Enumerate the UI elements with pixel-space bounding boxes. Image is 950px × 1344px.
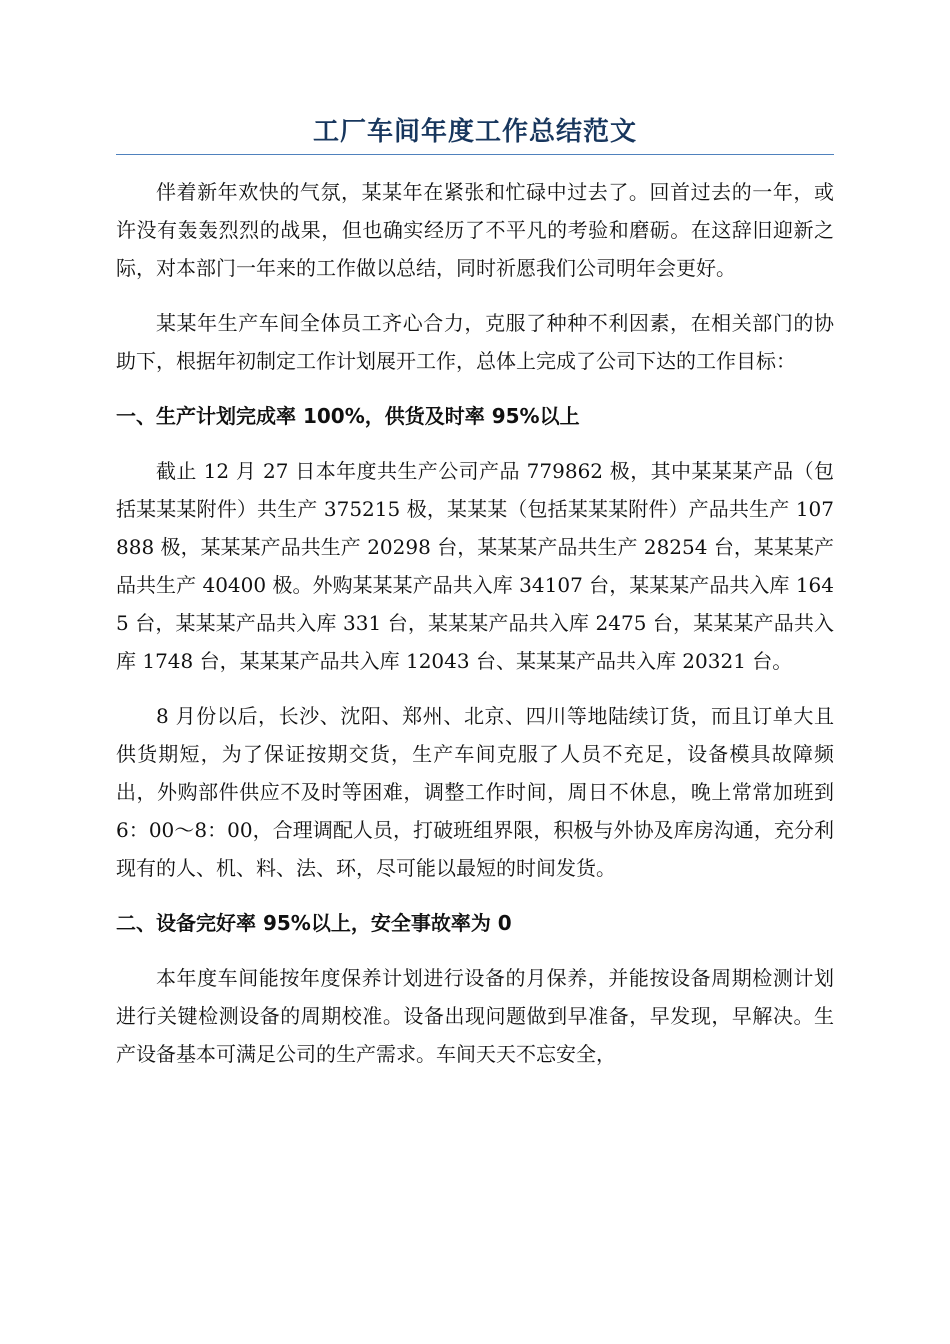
equipment-paragraph: 本年度车间能按年度保养计划进行设备的月保养，并能按设备周期检测计划进行关键检测设备的周期校准。设备出现问题做到早准备，早发现，早解决。生产设备基本可满足公司的生产需求。车间天天不忘安全， — [116, 966, 834, 1066]
production-stats-paragraph: 截止 12 月 27 日本年度共生产公司产品 779862 极，其中某某某产品（包括某某某附件）共生产 375215 极，某某某（包括某某某附件）产品共生产 107888 极，某某某产品共生产 20298 台，某某某产品共生产 28254 台，某某某产品共生产 40400 极。外购某某某产品共入库 34107 台，某某某产品共入库 1645 台，某某某产品共入库 331 台，某某某产品共入库 2475 台，某某某产品共入库 1748 台，某某某产品共入库 12043 台、某某某产品共入库 20321 台。 — [116, 459, 834, 673]
document-title: 工厂车间年度工作总结范文 — [116, 112, 834, 155]
section-heading-equipment: 二、设备完好率 95%以上，安全事故率为 0 — [116, 911, 512, 935]
document-body — [116, 112, 834, 1073]
delivery-paragraph: 8 月份以后，长沙、沈阳、郑州、北京、四川等地陆续订货，而且订单大且供货期短，为了保证按期交货，生产车间克服了人员不充足，设备模具故障频出，外购部件供应不及时等困难，调整工作时间，周日不休息，晚上常常加班到 6：00～8：00，合理调配人员，打破班组界限，积极与外协及库房沟通，充分利现有的人、机、料、法、环，尽可能以最短的时间发货。 — [116, 704, 834, 880]
goals-paragraph: 某某年生产车间全体员工齐心合力，克服了种种不利因素，在相关部门的协助下，根据年初制定工作计划展开工作，总体上完成了公司下达的工作目标： — [116, 311, 834, 373]
intro-paragraph: 伴着新年欢快的气氛，某某年在紧张和忙碌中过去了。回首过去的一年，或许没有轰轰烈烈的战果，但也确实经历了不平凡的考验和磨砺。在这辞旧迎新之际，对本部门一年来的工作做以总结，同时祈愿我们公司明年会更好。 — [116, 180, 834, 280]
section-heading-production: 一、生产计划完成率 100%，供货及时率 95%以上 — [116, 404, 580, 428]
